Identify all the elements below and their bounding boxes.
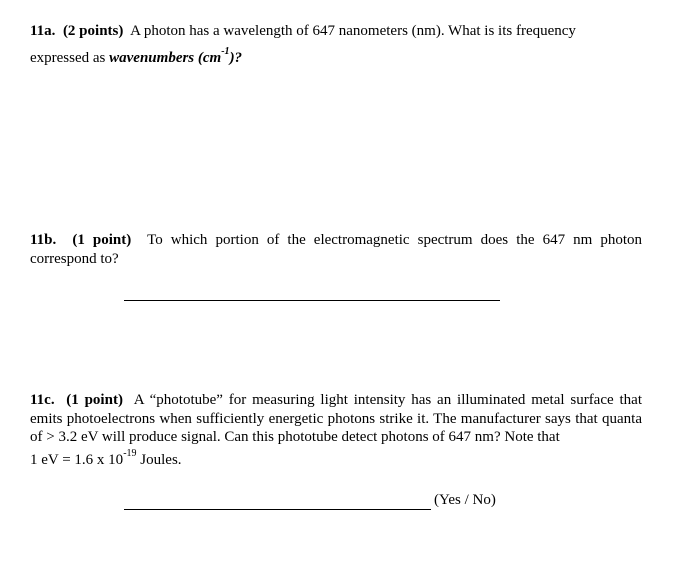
question-11c-label: 11c. bbox=[30, 392, 55, 408]
yes-no-choices: (Yes / No) bbox=[434, 492, 496, 508]
question-11a-text-2: expressed as bbox=[30, 49, 106, 66]
question-11c-points: (1 point) bbox=[66, 392, 123, 408]
question-11c bbox=[30, 391, 642, 469]
conversion-prefix: 1 eV = 1.6 x 10 bbox=[30, 451, 124, 468]
question-11b-points: (1 point) bbox=[72, 232, 132, 248]
question-11a-line-1 bbox=[30, 22, 642, 41]
question-11c-text: A “phototube” for measuring light intensity has an illuminated metal surface that emits photoelectrons when sufficiently energetic photons strike it. The manufacturer says that quanta of > 3.2 eV will produce signal. Can this phototube detect photons of 647 nm? Note that bbox=[30, 392, 642, 445]
answer-line-11c[interactable] bbox=[124, 509, 431, 510]
question-11a-label: 11a. bbox=[30, 23, 56, 39]
wavenumbers-exponent: -1 bbox=[221, 45, 230, 57]
question-11b-text: To which portion of the electromagnetic spectrum does the 647 nm photon correspond to? bbox=[30, 232, 643, 267]
question-11a-line-2 bbox=[30, 45, 642, 68]
question-11b bbox=[30, 231, 642, 268]
conversion-suffix: Joules. bbox=[136, 451, 182, 468]
question-11c-body bbox=[30, 391, 642, 447]
conversion-line bbox=[30, 447, 642, 470]
question-11a-text: A photon has a wavelength of 647 nanometers (nm). What is its frequency bbox=[130, 23, 576, 39]
question-11b-label: 11b. bbox=[30, 232, 57, 248]
wavenumbers-label: wavenumbers (cm bbox=[109, 49, 222, 66]
question-11b-body bbox=[30, 231, 642, 268]
answer-line-11b[interactable] bbox=[124, 300, 500, 301]
conversion-exponent: -19 bbox=[123, 447, 137, 459]
wavenumbers-end: )? bbox=[229, 49, 243, 66]
wavenumbers-term bbox=[109, 45, 243, 66]
question-11a-points: (2 points) bbox=[62, 23, 124, 39]
question-11a bbox=[30, 22, 642, 67]
